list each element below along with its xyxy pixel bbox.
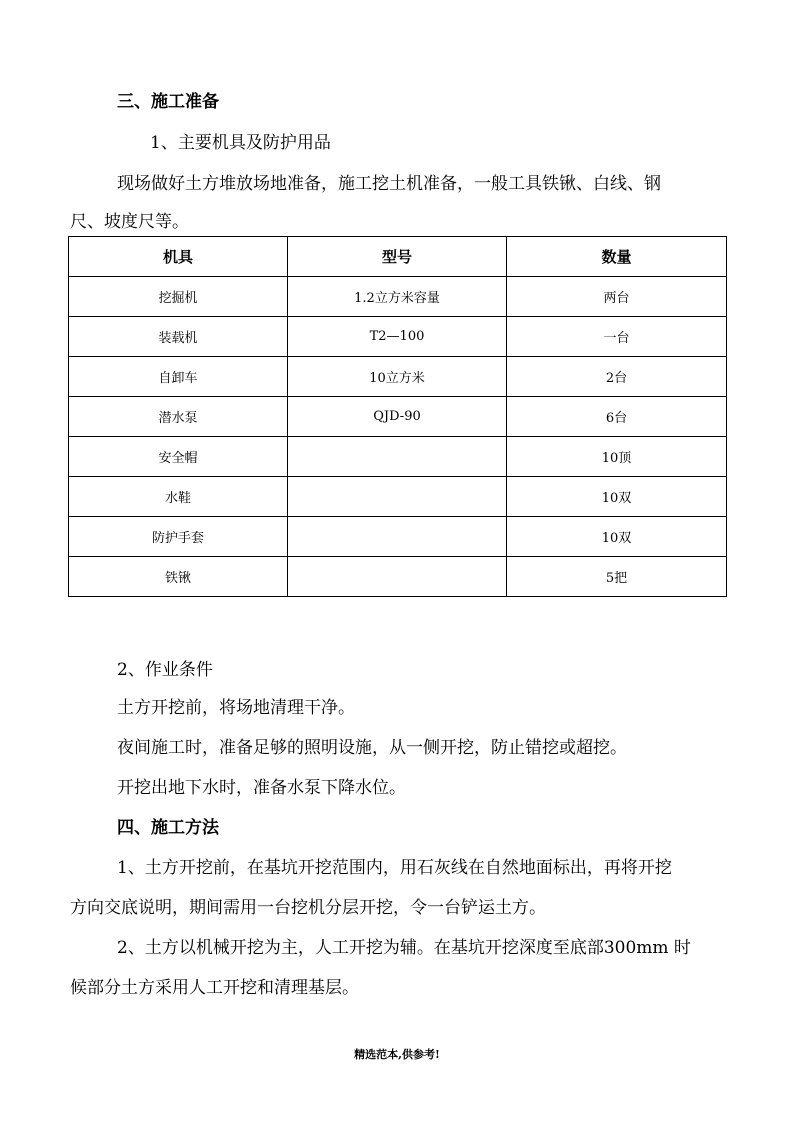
header-model: 型号: [288, 237, 507, 277]
table-header-row: [69, 237, 727, 277]
cell-model: [288, 477, 507, 517]
table-row: [69, 437, 727, 477]
cell-model: 10立方米: [288, 357, 507, 397]
header-quantity: 数量: [507, 237, 727, 277]
cell-equipment: 装载机: [69, 317, 288, 357]
page-footer: 精选范本,供参考!: [354, 1048, 440, 1061]
cell-model: 1.2立方米容量: [288, 277, 507, 317]
cell-equipment: 安全帽: [69, 437, 288, 477]
cell-model: [288, 517, 507, 557]
cell-equipment: 防护手套: [69, 517, 288, 557]
table-row: [69, 397, 727, 437]
cell-quantity: 一台: [507, 317, 727, 357]
subsection-1-title: 1、主要机具及防护用品: [150, 133, 331, 153]
cell-equipment: 潜水泵: [69, 397, 288, 437]
condition-2: 夜间施工时，准备足够的照明设施，从一侧开挖，防止错挖或超挖。: [117, 738, 627, 758]
paragraph-1-line-2: 尺、坡度尺等。: [70, 212, 189, 232]
section-4-title: 四、施工方法: [117, 818, 219, 838]
table-row: [69, 477, 727, 517]
section-3-title: 三、施工准备: [117, 92, 219, 112]
paragraph-1-line-1: 现场做好土方堆放场地准备，施工挖土机准备，一般工具铁锹、白线、钢: [117, 174, 661, 194]
method-1-line-1: 1、土方开挖前，在基坑开挖范围内，用石灰线在自然地面标出，再将开挖: [117, 858, 672, 878]
cell-equipment: 自卸车: [69, 357, 288, 397]
table-row: [69, 277, 727, 317]
header-equipment: 机具: [69, 237, 288, 277]
cell-quantity: 两台: [507, 277, 727, 317]
method-1-line-2: 方向交底说明，期间需用一台挖机分层开挖，令一台铲运土方。: [70, 898, 546, 918]
method-2-line-2: 候部分土方采用人工开挖和清理基层。: [70, 978, 359, 998]
table-row: [69, 557, 727, 597]
cell-quantity: 5把: [507, 557, 727, 597]
cell-equipment: 挖掘机: [69, 277, 288, 317]
cell-quantity: 6台: [507, 397, 727, 437]
cell-model: [288, 557, 507, 597]
cell-quantity: 2台: [507, 357, 727, 397]
table-row: [69, 357, 727, 397]
cell-quantity: 10双: [507, 517, 727, 557]
table-row: [69, 517, 727, 557]
condition-1: 土方开挖前，将场地清理干净。: [117, 698, 355, 718]
cell-model: [288, 437, 507, 477]
cell-equipment: 水鞋: [69, 477, 288, 517]
cell-quantity: 10顶: [507, 437, 727, 477]
condition-3: 开挖出地下水时，准备水泵下降水位。: [117, 778, 406, 798]
method-2-line-1: 2、土方以机械开挖为主，人工开挖为辅。在基坑开挖深度至底部300mm 时: [117, 938, 691, 958]
table-row: [69, 317, 727, 357]
equipment-table: [68, 236, 727, 597]
cell-model: T2—100: [288, 317, 507, 357]
subsection-2-title: 2、作业条件: [117, 660, 213, 680]
cell-quantity: 10双: [507, 477, 727, 517]
cell-model: QJD-90: [288, 397, 507, 437]
cell-equipment: 铁锹: [69, 557, 288, 597]
